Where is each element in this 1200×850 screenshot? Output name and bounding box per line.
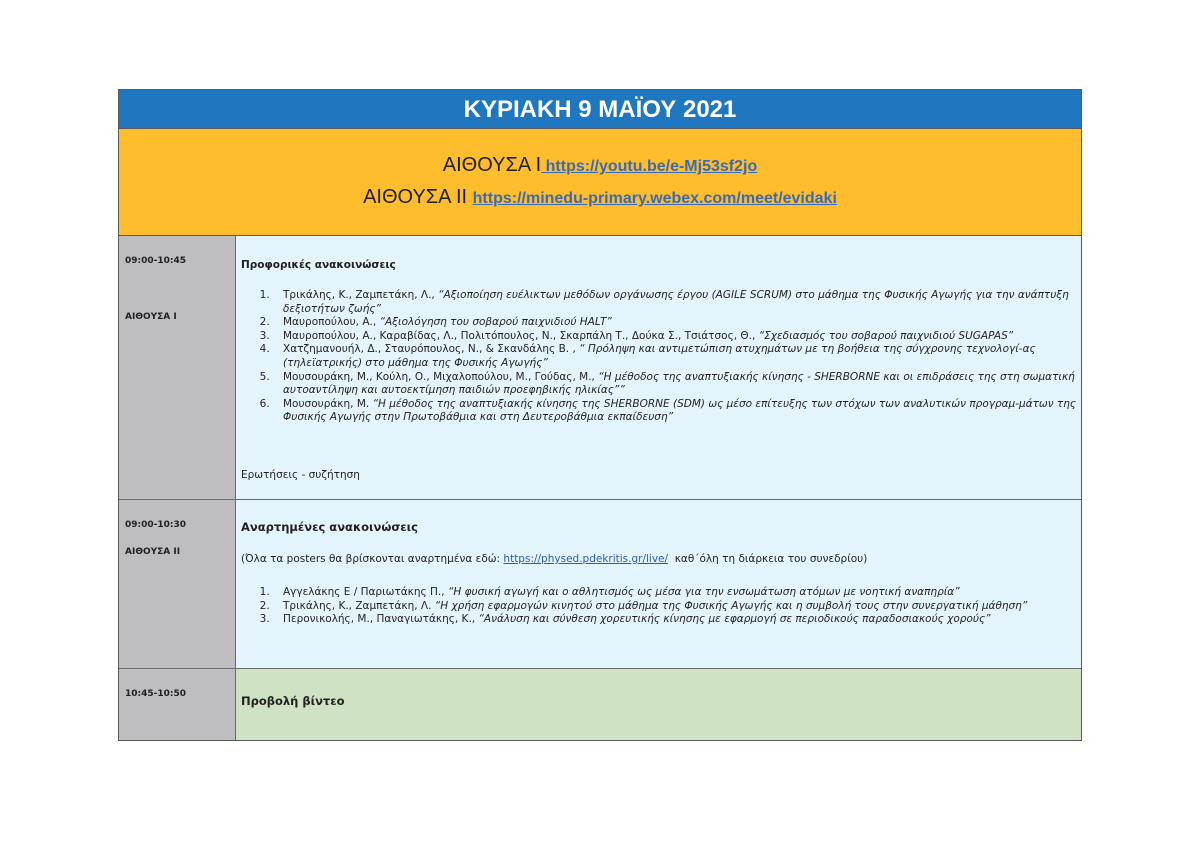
posters-note-suffix: καθ΄όλη τη διάρκεια του συνεδρίου) bbox=[668, 553, 868, 565]
item-title: “Η φυσική αγωγή και ο αθλητισμός ως μέσα για την ενσωμάτωση ατόμων με νοητική αναπηρία” bbox=[447, 586, 960, 598]
session-1-meta bbox=[119, 236, 236, 499]
session-3-heading: Προβολή βίντεο bbox=[241, 694, 345, 708]
item-title: “Αξιοποίηση ευέλικτων μεθόδων οργάνωσης έργου (AGILE SCRUM) στο μάθημα της Φυσικής Αγωγής για την ανάπτυξη δεξιοτήτων ζωής” bbox=[283, 289, 1069, 315]
session-3-time: 10:45-10:50 bbox=[125, 689, 187, 699]
item-title: “Σχεδιασμός του σοβαρού παιχνιδιού SUGAPAS” bbox=[758, 329, 1014, 342]
session-1-discussion: Ερωτήσεις - συζήτηση bbox=[241, 469, 360, 481]
item-authors: Χατζημανουήλ, Δ., Σταυρόπουλος, Ν., & Σκανδάλης Β. , bbox=[283, 343, 580, 356]
presentation-item bbox=[273, 316, 1093, 330]
item-authors: Τρικάλης, Κ., Ζαμπετάκη, Λ., bbox=[283, 289, 439, 301]
poster-item bbox=[273, 613, 1093, 627]
session-1-room: ΑΙΘΟΥΣΑ Ι bbox=[125, 312, 177, 322]
item-title: “Η χρήση εφαρμογών κινητού στο μάθημα της Φυσικής Αγωγής και η συμβολή τους στην συνεργατική μάθηση” bbox=[434, 599, 1028, 612]
item-title: “Η μέθοδος της αναπτυξιακής κίνησης - SHERBORNE και οι επιδράσεις της στη σωματική αυτοαντίληψη και αυτοεκτίμηση παιδιών προεφηβικής ηλικίας”” bbox=[283, 370, 1075, 397]
session-1-list bbox=[236, 289, 1093, 425]
presentation-item bbox=[273, 371, 1093, 398]
schedule-table bbox=[118, 89, 1082, 741]
item-title: “Ανάλυση και σύνθεση χορευτικής κίνησης με εφαρμογή σε περιοδικούς παραδοσιακούς χορούς” bbox=[478, 613, 991, 626]
session-2-meta bbox=[119, 500, 236, 668]
session-2-time: 09:00-10:30 bbox=[125, 520, 187, 530]
room-2-line bbox=[119, 182, 1081, 214]
session-row-2 bbox=[119, 500, 1081, 669]
room-1-link[interactable]: https://youtu.be/e-Mj53sf2jo bbox=[541, 158, 758, 175]
session-2-content bbox=[236, 500, 1081, 668]
presentation-item bbox=[273, 289, 1093, 316]
session-3-meta bbox=[119, 669, 236, 740]
room-2-label: ΑΙΘΟΥΣΑ ΙΙ bbox=[363, 186, 468, 208]
poster-item bbox=[273, 600, 1093, 614]
item-title: “Αξιολόγηση του σοβαρού παιχνιδιού HALT” bbox=[379, 316, 612, 329]
item-authors: Μουσουράκη, Μ., Κούλη, Ο., Μιχαλοπούλου, Μ., Γούδας, Μ., bbox=[283, 370, 599, 383]
session-row-1 bbox=[119, 236, 1081, 500]
session-1-heading: Προφορικές ανακοινώσεις bbox=[241, 259, 396, 271]
item-authors: Αγγελάκης Ε / Παριωτάκης Π., bbox=[283, 586, 448, 598]
presentation-item bbox=[273, 343, 1093, 370]
session-2-list bbox=[236, 586, 1093, 627]
posters-note-prefix: (Όλα τα posters θα βρίσκονται αναρτημένα εδώ: bbox=[241, 553, 504, 565]
item-authors: Μαυροπούλου, Α., Καραβίδας, Λ., Πολιτόπουλος, Ν., Σκαρπάλη Τ., Δούκα Σ., Τσιάτσος, Θ., bbox=[283, 329, 759, 342]
room-1-line bbox=[119, 150, 1081, 182]
item-authors: Τρικάλης, Κ., Ζαμπετάκη, Λ. bbox=[283, 599, 435, 612]
session-2-room: ΑΙΘΟΥΣΑ ΙΙ bbox=[125, 547, 181, 557]
session-row-3 bbox=[119, 669, 1081, 740]
session-1-content bbox=[236, 236, 1081, 499]
session-2-heading: Αναρτημένες ανακοινώσεις bbox=[241, 520, 418, 534]
presentation-item bbox=[273, 398, 1093, 425]
rooms-banner bbox=[119, 129, 1081, 236]
poster-item bbox=[273, 586, 1093, 600]
posters-note bbox=[241, 553, 867, 565]
session-3-content bbox=[236, 669, 1081, 740]
item-title: “ Πρόληψη και αντιμετώπιση ατυχημάτων με τη βοήθεια της σύγχρονης τεχνολογί-ας (τηλεϊατρικής) στο μάθημα της Φυσικής Αγωγής” bbox=[283, 343, 1036, 369]
item-authors: Μαυροπούλου, Α., bbox=[283, 316, 380, 329]
presentation-item bbox=[273, 330, 1093, 344]
item-title: “Η μέθοδος της αναπτυξιακής κίνησης της SHERBORNE (SDM) ως μέσο επίτευξης των στόχων των αναλυτικών προγραμ-μάτων της Φυσικής Αγωγής στην Πρωτοβάθμια και στη Δευτεροβάθμια εκπαίδευση” bbox=[283, 397, 1077, 424]
day-title: ΚΥΡΙΑΚΗ 9 ΜΑΪΟΥ 2021 bbox=[119, 90, 1081, 129]
room-2-link[interactable]: https://minedu-primary.webex.com/meet/evidaki bbox=[472, 190, 837, 207]
item-authors: Μουσουράκη, Μ. bbox=[283, 397, 373, 410]
posters-link[interactable]: https://physed.pdekritis.gr/live/ bbox=[503, 553, 669, 565]
session-1-time: 09:00-10:45 bbox=[125, 256, 187, 266]
room-1-label: ΑΙΘΟΥΣΑ Ι bbox=[442, 154, 542, 176]
item-authors: Περονικολής, Μ., Παναγιωτάκης, Κ., bbox=[283, 613, 479, 626]
